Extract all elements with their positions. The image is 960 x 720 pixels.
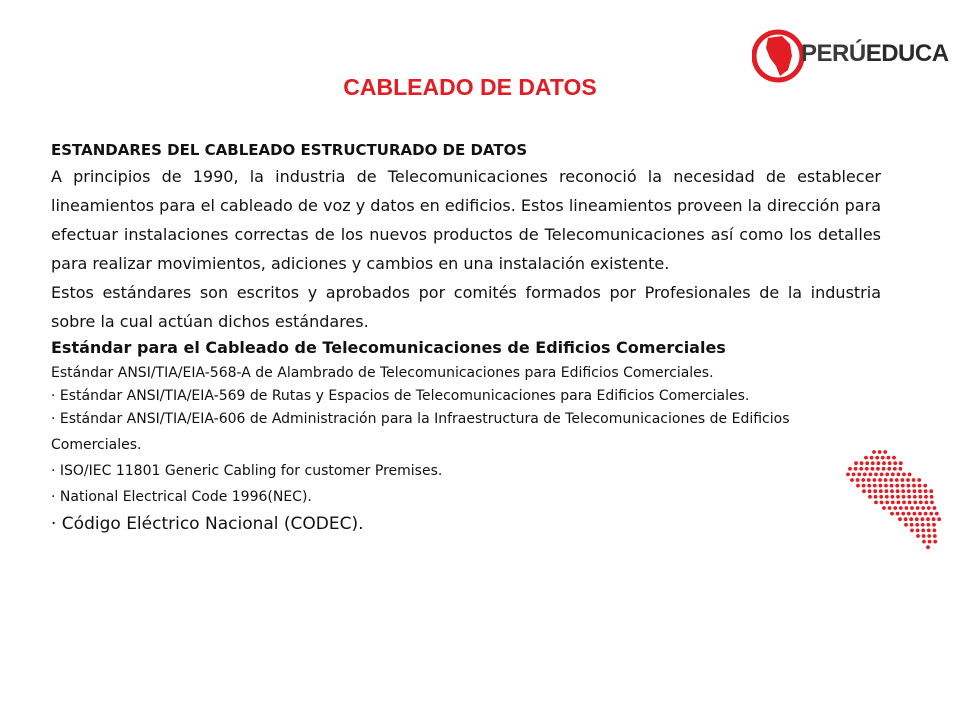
standard-item: · Estándar ANSI/TIA/EIA-606 de Administración para la Infraestructura de Telecomunicaciones de Edificios Comerciales. [51, 411, 790, 453]
standard-item: · National Electrical Code 1996(NEC). [51, 489, 312, 505]
subheading: Estándar para el Cableado de Telecomunicaciones de Edificios Comerciales [51, 338, 726, 357]
peru-dotted-map-icon [844, 446, 944, 586]
logo-wordmark [801, 40, 949, 68]
paragraph-2: Estos estándares son escritos y aprobados por comités formados por Profesionales de la industria sobre la cual actúan dichos estándares. [51, 283, 881, 331]
standard-item: · Estándar ANSI/TIA/EIA-569 de Rutas y Espacios de Telecomunicaciones para Edificios Comerciales. [51, 388, 750, 404]
logo-peru-text: PERÚ [801, 40, 866, 67]
document-body [51, 138, 881, 538]
page-title: CABLEADO DE DATOS [343, 74, 597, 100]
paragraph-1: A principios de 1990, la industria de Telecomunicaciones reconoció la necesidad de establecer lineamientos para el cableado de voz y datos en edificios. Estos lineamientos proveen la dirección para efectuar instalaciones correctas de los nuevos productos de Telecomunicaciones así como los detalles para realizar movimientos, adiciones y cambios en una instalación existente. [51, 167, 881, 273]
standard-item: · ISO/IEC 11801 Generic Cabling for customer Premises. [51, 463, 443, 479]
standard-item: Estándar ANSI/TIA/EIA-568-A de Alambrado de Telecomunicaciones para Edificios Comerciales. [51, 365, 714, 381]
section-heading: ESTANDARES DEL CABLEADO ESTRUCTURADO DE DATOS [51, 141, 528, 159]
logo-educa-text: EDUCA [865, 40, 949, 67]
standard-item-last: · Código Eléctrico Nacional (CODEC). [51, 514, 364, 534]
